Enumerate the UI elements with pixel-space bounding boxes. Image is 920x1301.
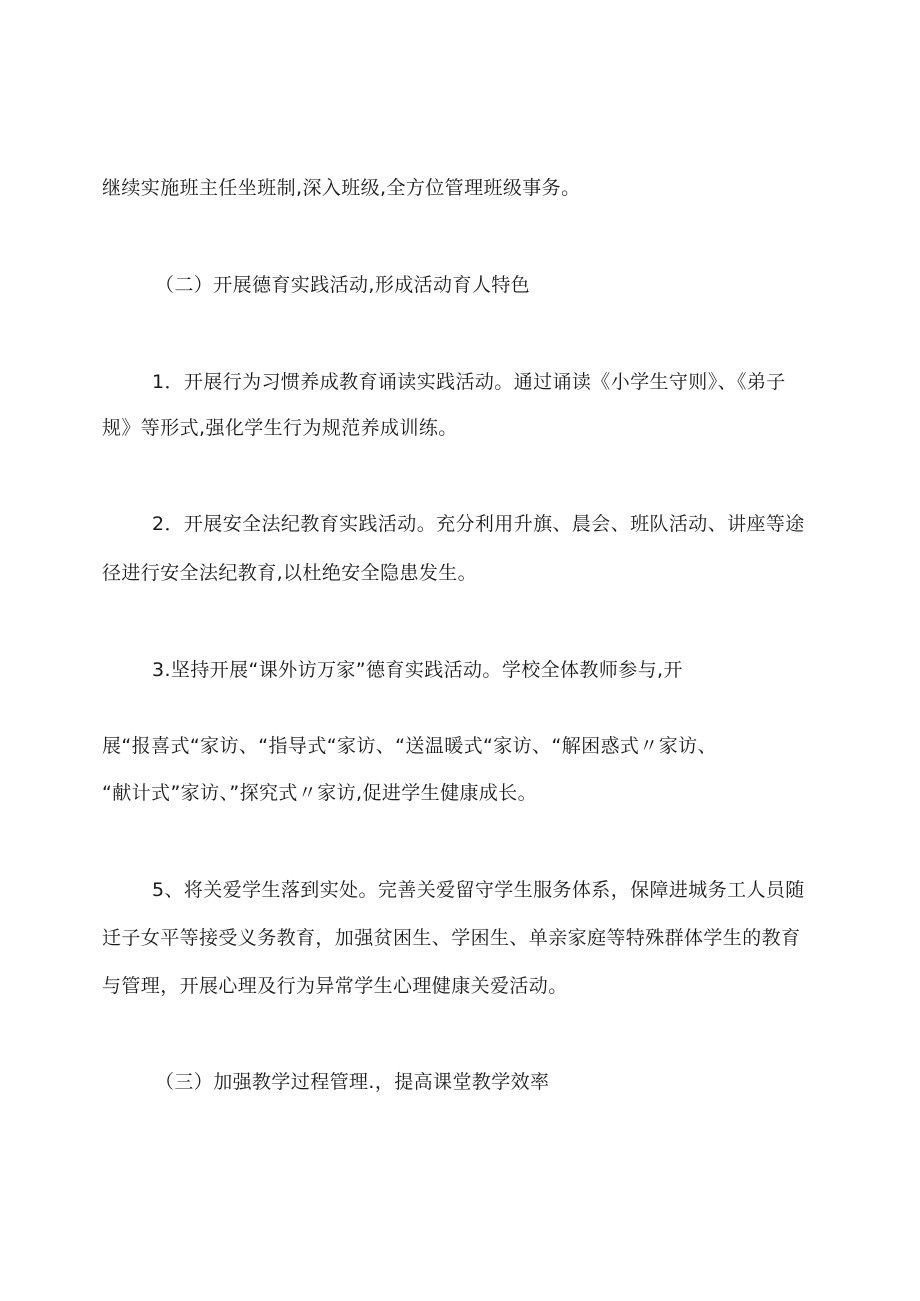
paragraph-line: 径进行安全法纪教育,以杜绝安全隐患发生。 bbox=[102, 562, 478, 584]
paragraph-line: 1．开展行为习惯养成教育诵读实践活动。通过诵读《小学生守则》、《弟子 bbox=[152, 371, 786, 393]
paragraph-line: 3.坚持开展“课外访万家”德育实践活动。学校全体教师参与,开 bbox=[152, 659, 683, 681]
paragraph-line: 2．开展安全法纪教育实践活动。充分利用升旗、晨会、班队活动、讲座等途 bbox=[152, 513, 805, 535]
paragraph-line: 迁子女平等接受义务教育，加强贫困生、学困生、单亲家庭等特殊群体学生的教育 bbox=[102, 927, 801, 949]
paragraph-line: 与管理，开展心理及行为异常学生心理健康关爱活动。 bbox=[102, 975, 568, 997]
paragraph-line: 继续实施班主任坐班制,深入班级,全方位管理班级事务。 bbox=[102, 177, 581, 199]
paragraph-line: 展“报喜式“家访、“指导式“家访、“送温暖式“家访、“解困惑式〃家访、 bbox=[102, 735, 717, 757]
section-heading: （三）加强教学过程管理.，提高课堂教学效率 bbox=[155, 1071, 550, 1093]
paragraph-line: 规》等形式,强化学生行为规范养成训练。 bbox=[102, 417, 458, 439]
section-heading: （二）开展德育实践活动,形成活动育人特色 bbox=[155, 274, 531, 296]
paragraph-line: 5、将关爱学生落到实处。完善关爱留守学生服务体系，保障进城务工人员随 bbox=[152, 879, 805, 901]
paragraph-line: “献计式”家访、”探究式〃家访,促进学生健康成长。 bbox=[102, 782, 538, 804]
